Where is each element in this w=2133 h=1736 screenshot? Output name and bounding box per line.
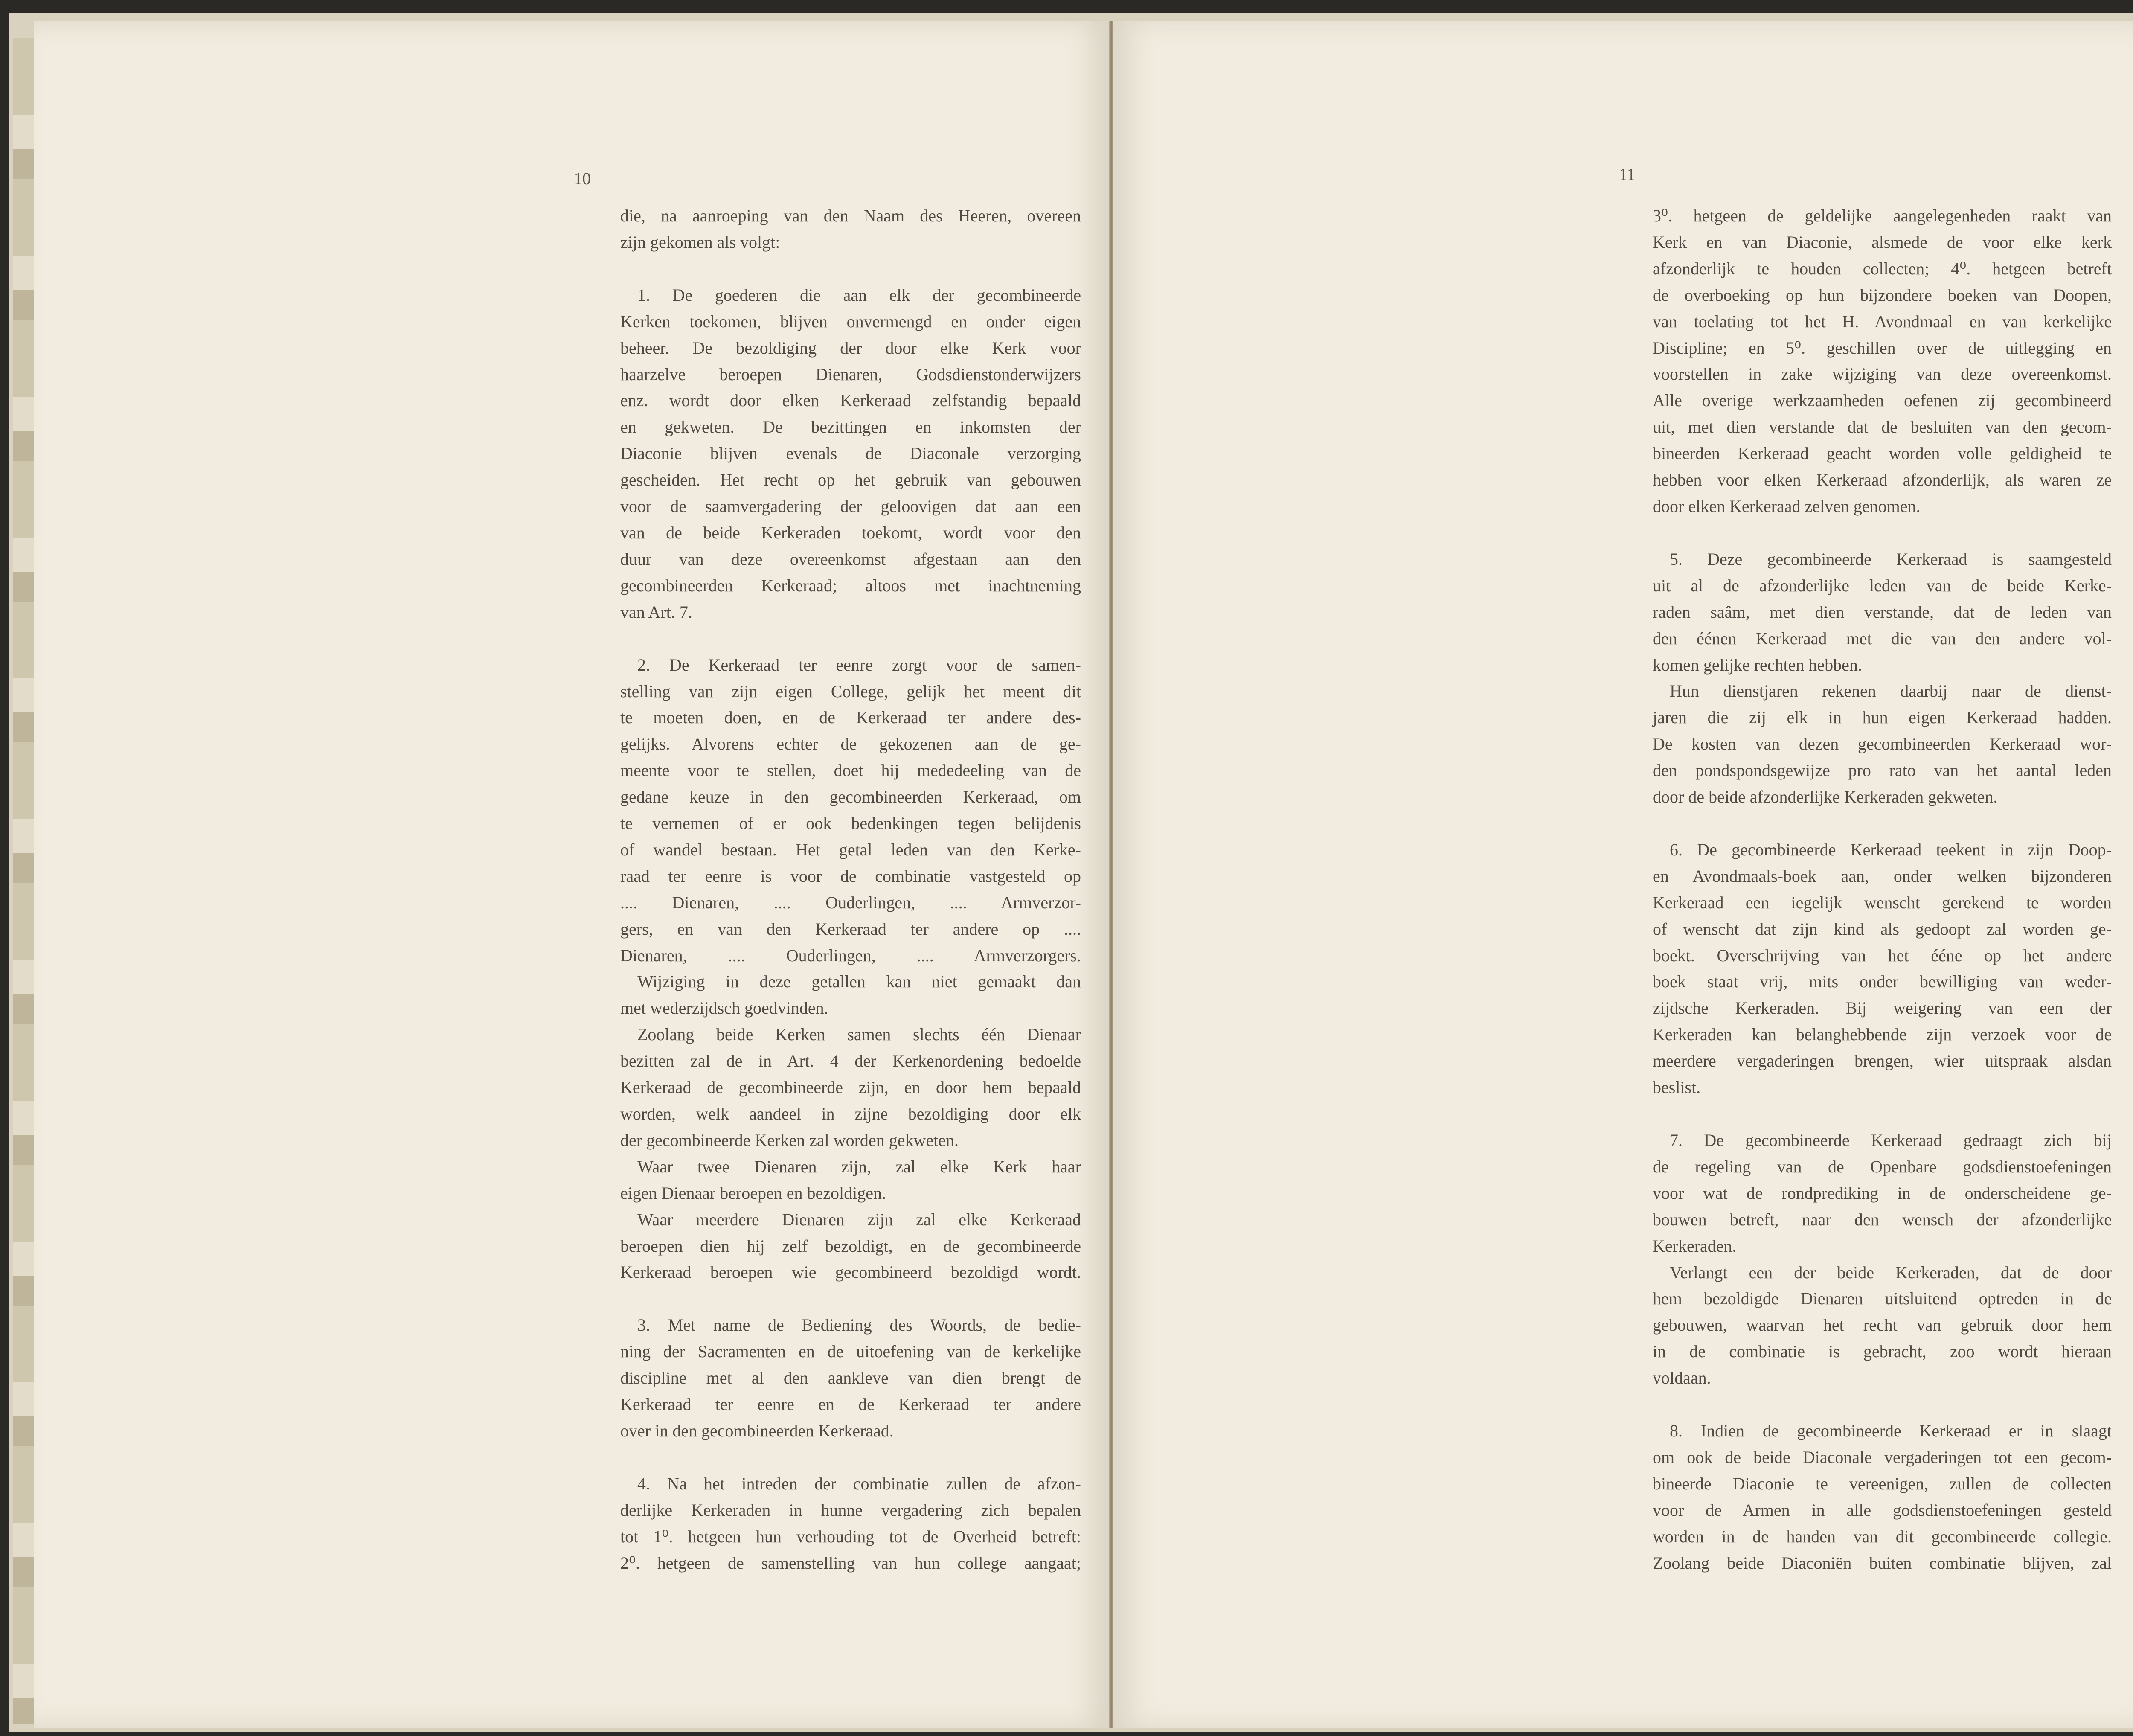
- paragraph-gap: [1653, 520, 2112, 546]
- text-line: uit al de afzonderlijke leden van de beide Kerke-: [1653, 576, 2112, 595]
- text-line: der gecombineerde Kerken zal worden gekweten.: [620, 1130, 959, 1150]
- text-line: hem bezoldigde Dienaren uitsluitend optreden in de: [1653, 1289, 2112, 1309]
- text-line: voor wat de rondprediking in de onderscheidene ge-: [1653, 1183, 2112, 1203]
- paragraph-gap: [620, 1285, 1081, 1312]
- text-line: gescheiden. Het recht op het gebruik van gebouwen: [620, 470, 1081, 490]
- book-gutter: [1109, 21, 1113, 1728]
- text-line: Kerk en van Diaconie, alsmede de voor elke kerk: [1653, 232, 2112, 252]
- text-line: gelijks. Alvorens echter de gekozenen aan de ge-: [620, 734, 1081, 754]
- text-line: bouwen betreft, naar den wensch der afzonderlijke: [1653, 1210, 2112, 1229]
- left-page: [34, 21, 1109, 1728]
- right-page-number: 11: [1619, 165, 1636, 184]
- text-line: eigen Dienaar beroepen en bezoldigen.: [620, 1183, 886, 1203]
- text-line: Kerken toekomen, blijven onvermengd en onder eigen: [620, 311, 1081, 331]
- text-line: door de beide afzonderlijke Kerkeraden gekweten.: [1653, 787, 1998, 807]
- paragraph-gap: [1653, 810, 2112, 837]
- right-page-text: [1653, 203, 2112, 1576]
- text-line: of wandel bestaan. Het getal leden van den Kerke-: [620, 840, 1081, 859]
- text-line: Kerkeraad de gecombineerde zijn, en door hem bepaald: [620, 1078, 1081, 1097]
- text-line: de regeling van de Openbare godsdienstoefeningen: [1653, 1157, 2112, 1176]
- text-line: boek staat vrij, mits onder bewilliging van weder-: [1653, 972, 2112, 992]
- text-line: met wederzijdsch goedvinden.: [620, 998, 828, 1018]
- text-line: 5. Deze gecombineerde Kerkeraad is saamgesteld: [1670, 549, 2112, 569]
- text-line: raad ter eenre is voor de combinatie vastgesteld op: [620, 866, 1081, 886]
- paragraph-gap: [620, 256, 1081, 282]
- text-line: voorstellen in zake wijziging van deze overeenkomst.: [1653, 364, 2112, 384]
- text-line: komen gelijke rechten hebben.: [1653, 655, 1862, 675]
- text-line: Verlangt een der beide Kerkeraden, dat de door: [1670, 1262, 2112, 1282]
- text-line: uit, met dien verstande dat de besluiten van den gecom-: [1653, 417, 2112, 437]
- text-line: 3. Met name de Bediening des Woords, de bedie-: [637, 1315, 1081, 1335]
- text-line: de overboeking op hun bijzondere boeken van Doopen,: [1653, 285, 2112, 305]
- text-line: meente voor te stellen, doet hij mededeeling van de: [620, 761, 1081, 780]
- text-line: van toelating tot het H. Avondmaal en van kerkelijke: [1653, 311, 2112, 331]
- text-line: boekt. Overschrijving van het ééne op het andere: [1653, 945, 2112, 965]
- text-line: tot 1⁰. hetgeen hun verhouding tot de Overheid betreft:: [620, 1527, 1081, 1546]
- text-line: Wijziging in deze getallen kan niet gemaakt dan: [637, 972, 1081, 992]
- text-line: gebouwen, waarvan het recht van gebruik door hem: [1653, 1315, 2112, 1335]
- text-line: stelling van zijn eigen College, gelijk het meent dit: [620, 681, 1081, 701]
- left-page-text: [620, 203, 1081, 1576]
- text-line: Dienaren, .... Ouderlingen, .... Armverzorgers.: [620, 945, 1081, 965]
- paragraph-gap: [1653, 1391, 2112, 1418]
- text-line: raden saâm, met dien verstande, dat de leden van: [1653, 602, 2112, 622]
- text-line: in de combinatie is gebracht, zoo wordt hieraan: [1653, 1342, 2112, 1361]
- text-line: Waar twee Dienaren zijn, zal elke Kerk haar: [637, 1157, 1081, 1176]
- text-line: voor de saamvergadering der geloovigen dat aan een: [620, 497, 1081, 516]
- text-line: bezitten zal de in Art. 4 der Kerkenordening bedoelde: [620, 1051, 1081, 1071]
- text-line: over in den gecombineerden Kerkeraad.: [620, 1421, 894, 1440]
- text-line: Alle overige werkzaamheden oefenen zij gecombineerd: [1653, 391, 2112, 410]
- text-line: om ook de beide Diaconale vergaderingen tot een gecom-: [1653, 1447, 2112, 1467]
- book-spread: [9, 13, 2133, 1732]
- text-line: jaren die zij elk in hun eigen Kerkeraad hadden.: [1653, 708, 2112, 727]
- left-page-edges: [13, 38, 36, 1724]
- text-line: hebben voor elken Kerkeraad afzonderlijk, als waren ze: [1653, 470, 2112, 490]
- text-line: of wenscht dat zijn kind als gedoopt zal worden ge-: [1653, 919, 2112, 939]
- left-page-number: 10: [574, 169, 591, 188]
- text-line: derlijke Kerkeraden in hunne vergadering zich bepalen: [620, 1500, 1081, 1520]
- text-line: .... Dienaren, .... Ouderlingen, .... Armverzor-: [620, 893, 1081, 912]
- text-line: voor de Armen in alle godsdienstoefeningen gesteld: [1653, 1500, 2112, 1520]
- text-line: zijn gekomen als volgt:: [620, 232, 780, 252]
- text-line: discipline met al den aankleve van dien brengt de: [620, 1368, 1081, 1388]
- text-line: duur van deze overeenkomst afgestaan aan den: [620, 549, 1081, 569]
- text-line: 4. Na het intreden der combinatie zullen de afzon-: [637, 1474, 1081, 1493]
- text-line: Kerkeraad beroepen wie gecombineerd bezoldigd wordt.: [620, 1262, 1081, 1282]
- text-line: door elken Kerkeraad zelven genomen.: [1653, 496, 1921, 516]
- text-line: afzonderlijk te houden collecten; 4⁰. hetgeen betreft: [1653, 259, 2112, 278]
- text-line: Hun dienstjaren rekenen daarbij naar de dienst-: [1670, 681, 2112, 701]
- text-line: gecombineerden Kerkeraad; altoos met inachtneming: [620, 576, 1081, 595]
- text-line: 2. De Kerkeraad ter eenre zorgt voor de samen-: [637, 655, 1081, 675]
- text-line: Waar meerdere Dienaren zijn zal elke Kerkeraad: [637, 1210, 1081, 1229]
- text-line: te moeten doen, en de Kerkeraad ter andere des-: [620, 708, 1081, 727]
- text-line: Zoolang beide Diaconiën buiten combinatie blijven, zal: [1653, 1553, 2112, 1573]
- text-line: gedane keuze in den gecombineerden Kerkeraad, om: [620, 787, 1081, 807]
- text-line: zijdsche Kerkeraden. Bij weigering van een der: [1653, 998, 2112, 1018]
- text-line: gers, en van den Kerkeraad ter andere op ....: [620, 919, 1081, 939]
- text-line: worden, welk aandeel in zijne bezoldiging door elk: [620, 1104, 1081, 1123]
- text-line: van Art. 7.: [620, 602, 692, 622]
- text-line: bineerden Kerkeraad geacht worden volle geldigheid te: [1653, 444, 2112, 463]
- text-line: 8. Indien de gecombineerde Kerkeraad er in slaagt: [1670, 1421, 2112, 1441]
- text-line: ning der Sacramenten en de uitoefening van de kerkelijke: [620, 1342, 1081, 1361]
- text-line: te vernemen of er ook bedenkingen tegen belijdenis: [620, 814, 1081, 833]
- text-line: Zoolang beide Kerken samen slechts één Dienaar: [637, 1025, 1081, 1044]
- right-page: [1113, 21, 2133, 1728]
- text-line: 2⁰. hetgeen de samenstelling van hun college aangaat;: [620, 1553, 1081, 1573]
- text-line: 7. De gecombineerde Kerkeraad gedraagt zich bij: [1670, 1131, 2112, 1150]
- text-line: Kerkeraden.: [1653, 1236, 1737, 1256]
- text-line: bineerde Diaconie te vereenigen, zullen de collecten: [1653, 1474, 2112, 1493]
- text-line: Kerkeraad een iegelijk wenscht gerekend te worden: [1653, 893, 2112, 912]
- text-line: die, na aanroeping van den Naam des Heeren, overeen: [620, 206, 1081, 225]
- text-line: van de beide Kerkeraden toekomt, wordt voor den: [620, 523, 1081, 542]
- text-line: beslist.: [1653, 1078, 1701, 1097]
- text-line: beroepen dien hij zelf bezoldigt, en de gecombineerde: [620, 1236, 1081, 1256]
- text-line: enz. wordt door elken Kerkeraad zelfstandig bepaald: [620, 391, 1081, 410]
- paragraph-gap: [620, 1444, 1081, 1471]
- paragraph-gap: [620, 625, 1081, 652]
- text-line: Diaconie blijven evenals de Diaconale verzorging: [620, 444, 1081, 463]
- paragraph-gap: [1653, 1101, 2112, 1127]
- text-line: voldaan.: [1653, 1368, 1711, 1388]
- text-line: en Avondmaals-boek aan, onder welken bijzonderen: [1653, 866, 2112, 886]
- text-line: den pondspondsgewijze pro rato van het aantal leden: [1653, 761, 2112, 780]
- text-line: De kosten van dezen gecombineerden Kerkeraad wor-: [1653, 734, 2112, 754]
- text-line: Discipline; en 5⁰. geschillen over de uitlegging en: [1653, 338, 2112, 358]
- text-line: haarzelve beroepen Dienaren, Godsdienstonderwijzers: [620, 364, 1081, 384]
- text-line: beheer. De bezoldiging der door elke Kerk voor: [620, 338, 1081, 358]
- text-line: 6. De gecombineerde Kerkeraad teekent in zijn Doop-: [1670, 840, 2112, 859]
- text-line: Kerkeraad ter eenre en de Kerkeraad ter andere: [620, 1395, 1081, 1414]
- text-line: Kerkeraden kan belanghebbende zijn verzoek voor de: [1653, 1025, 2112, 1044]
- text-line: den éénen Kerkeraad met die van den andere vol-: [1653, 628, 2112, 648]
- text-line: worden in de handen van dit gecombineerde collegie.: [1653, 1527, 2112, 1546]
- text-line: meerdere vergaderingen brengen, wier uitspraak alsdan: [1653, 1051, 2112, 1071]
- text-line: 1. De goederen die aan elk der gecombineerde: [637, 285, 1081, 305]
- text-line: 3⁰. hetgeen de geldelijke aangelegenheden raakt van: [1653, 206, 2112, 225]
- text-line: en gekweten. De bezittingen en inkomsten der: [620, 417, 1081, 437]
